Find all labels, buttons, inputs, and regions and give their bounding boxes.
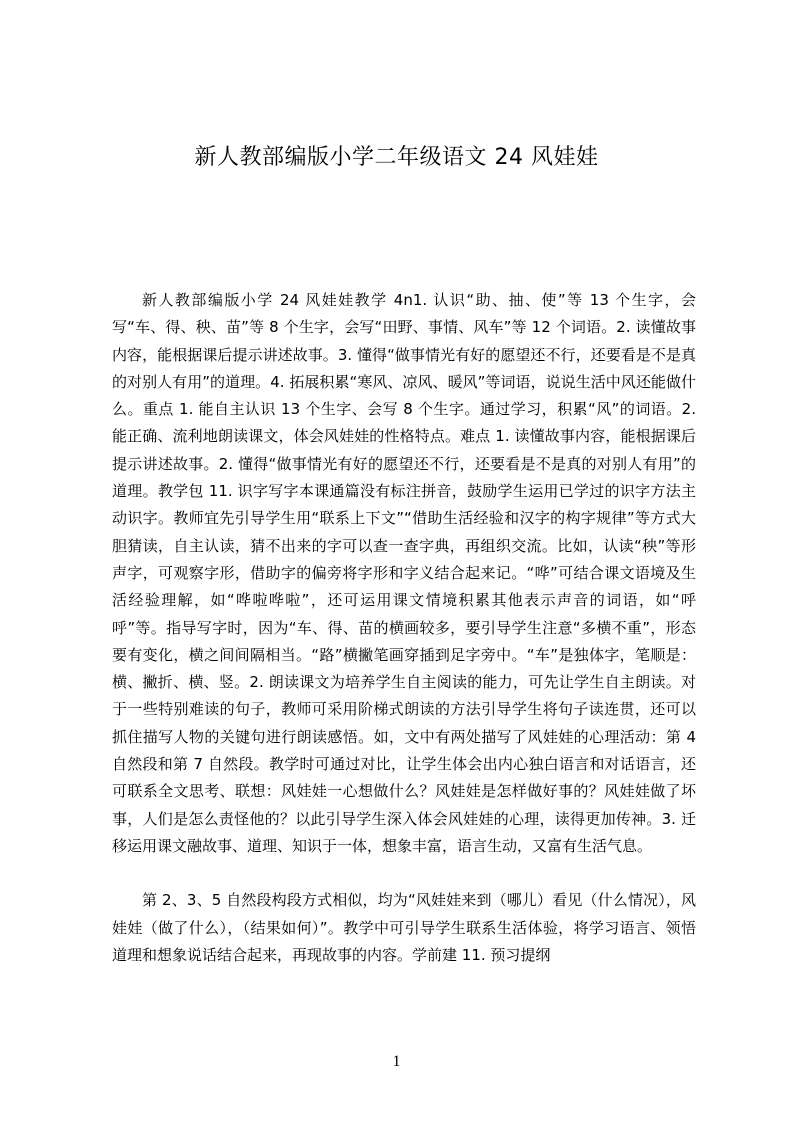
document-body: [112, 287, 696, 969]
page-number: 1: [392, 1053, 401, 1070]
document-title: 新人教部编版小学二年级语文 24 风娃娃: [194, 145, 599, 170]
paragraph-paragraph-structure: 第 2、3、5 自然段构段方式相似，均为“风娃娃来到（哪儿）看见（什么情况），风娃娃（做了什么），（结果如何）”。教学中可引导学生联系生活体验，将学习语言、领悟道理和想象说话结合起来，再现故事的内容。学前建 11. 预习提纲: [112, 891, 696, 964]
paragraph-lesson-plan: 新人教部编版小学 24 风娃娃教学 4n1. 认识“助、抽、使”等 13 个生字，会写“车、得、秧、苗”等 8 个生字，会写“田野、事情、风车”等 12 个词语。2. 读懂故事内容，能根据课后提示讲述故事。3. 懂得“做事情光有好的愿望还不行，还要看是不是真的对别人有用”的道理。4. 拓展积累“寒风、凉风、暖风”等词语，说说生活中风还能做什么。重点 1. 能自主认识 13 个生字、会写 8 个生字。通过学习，积累“风”的词语。2. 能正确、流利地朗读课文，体会风娃娃的性格特点。难点 1. 读懂故事内容，能根据课后提示讲述故事。2. 懂得“做事情光有好的愿望还不行，还要看是不是真的对别人有用”的道理。教学包 11. 识字写字本课通篇没有标注拼音，鼓励学生运用已学过的识字方法主动识字。教师宜先引导学生用“联系上下文”“借助生活经验和汉字的构字规律”等方式大胆猜读，自主认读，猜不出来的字可以查一查字典，再组织交流。比如，认读“秧”等形声字，可观察字形，借助字的偏旁将字形和字义结合起来记。“哗”可结合课文语境及生活经验理解，如“哗啦哗啦”，还可运用课文情境积累其他表示声音的词语，如“呼呼”等。指导写字时，因为“车、得、苗的横画较多，要引导学生注意“多横不重”，形态要有变化，横之间间隔相当。“路”横撇笔画穿插到足字旁中。“车”是独体字，笔顺是：横、撇折、横、竖。2. 朗读课文为培养学生自主阅读的能力，可先让学生自主朗读。对于一些特别难读的句子，教师可采用阶梯式朗读的方法引导学生将句子读连贯，还可以抓住描写人物的关键句进行朗读感悟。如，文中有两处描写了风娃娃的心理活动：第 4 自然段和第 7 自然段。教学时可通过对比，让学生体会出内心独白语言和对话语言，还可联系全文思考、联想：风娃娃一心想做什么？风娃娃是怎样做好事的？风娃娃做了坏事，人们是怎么责怪他的？以此引导学生深入体会风娃娃的心理，读得更加传神。3. 迁移运用课文融故事、道理、知识于一体，想象丰富，语言生动，又富有生活气息。: [112, 291, 696, 855]
